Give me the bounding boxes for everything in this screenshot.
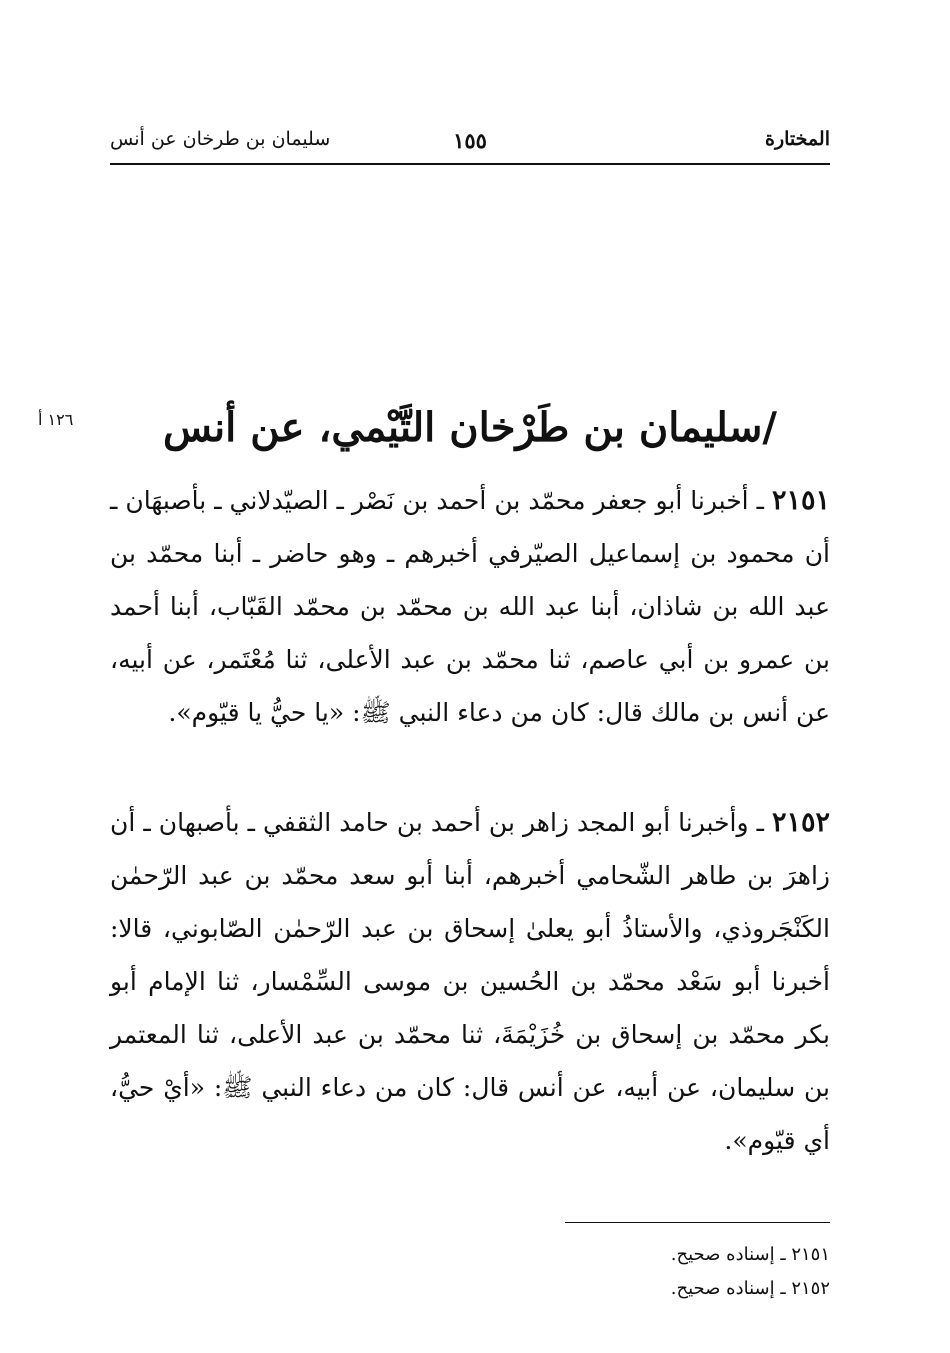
hadith-entry [110,796,830,1167]
running-section-title: سليمان بن طرخان عن أنس [110,128,331,150]
section-title: /سليمان بن طَرْخان التَّيْمي، عن أنس [163,404,777,451]
header-rule [110,163,830,165]
manuscript-folio-note: ١٢٦ أ [38,410,74,429]
entry-text: ـ أخبرنا أبو جعفر محمّد بن أحمد بن نَصْر ـ الصيّدلاني ـ بأصبهَان ـ أن محمود بن إسماعيل الصيّرفي أخبرهم ـ وهو حاضر ـ أبنا محمّد بن عبد الله بن شاذان، أبنا عبد الله بن محمّد بن محمّد القَبّاب، أبنا أحمد بن عمرو بن أبي عاصم، ثنا محمّد بن عبد الأعلى، ثنا مُعْتَمر، عن أبيه، عن أنس بن مالك قال: كان من دعاء النبي ﷺ: «يا حيُّ يا قيّوم». [110,486,830,727]
entry-number: ٢١٥٢ [771,807,830,838]
entry-text: ـ وأخبرنا أبو المجد زاهر بن أحمد بن حامد الثقفي ـ بأصبهان ـ أن زاهرَ بن طاهر الشّحامي أخبرهم، أبنا أبو سعد محمّد بن عبد الرّحمٰن الكَنْجَروذي، والأستاذُ أبو يعلىٰ إسحاق بن عبد الرّحمٰن الصّابوني، قالا: أخبرنا أبو سَعْد محمّد بن الحُسين بن موسى السِّمْسار، ثنا الإمام أبو بكر محمّد بن إسحاق بن خُزَيْمَةَ، ثنا محمّد بن عبد الأعلى، ثنا المعتمر بن سليمان، عن أبيه، عن أنس قال: كان من دعاء النبي ﷺ: «أيْ حيُّ، أي قيّوم». [110,808,830,1155]
footnote: ٢١٥٢ ـ إسناده صحيح. [670,1278,830,1299]
entry-number: ٢١٥١ [771,485,830,516]
footnote-rule [565,1222,830,1223]
running-head [110,128,830,160]
footnote: ٢١٥١ ـ إسناده صحيح. [670,1244,830,1265]
book-title: المختارة [765,128,830,150]
hadith-entry [110,474,830,739]
footnotes [110,1238,830,1306]
page-number: ١٥٥ [453,128,487,153]
